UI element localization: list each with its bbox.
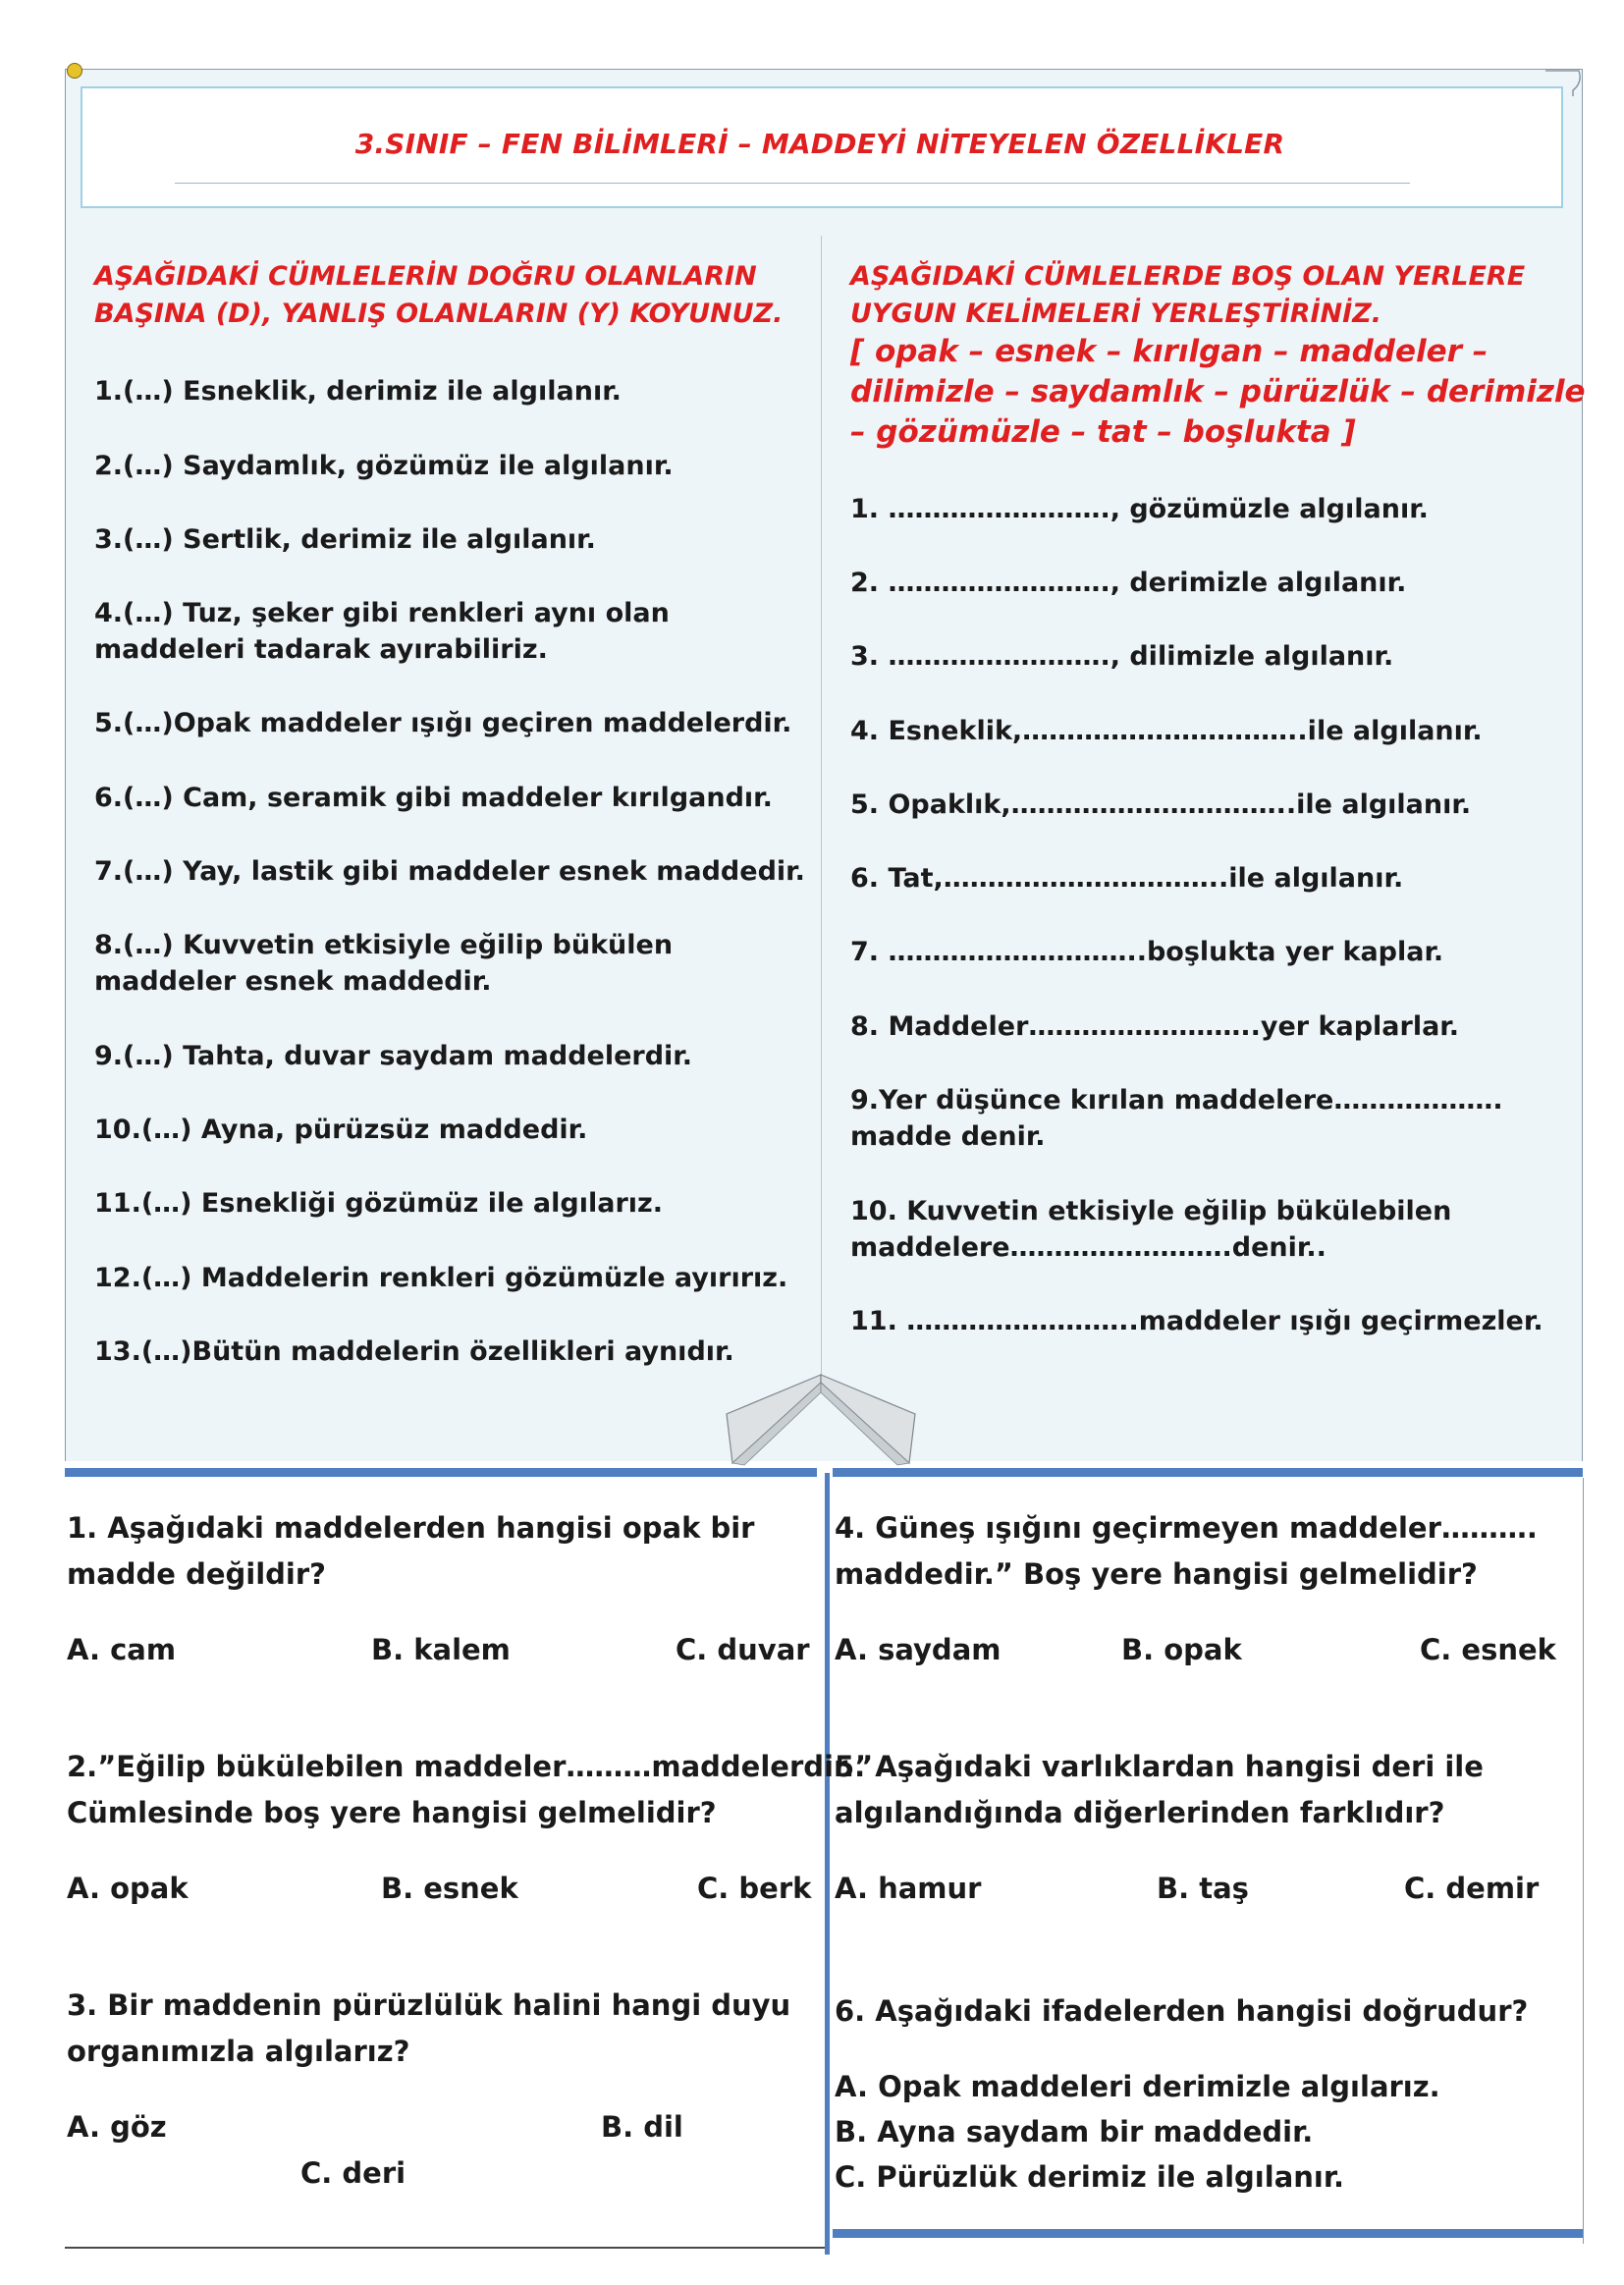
question-2-option-a: A. opak	[67, 1872, 189, 1905]
question-2-option-c: C. berk	[697, 1872, 812, 1905]
fill-blank-heading-line1: AŞAĞIDAKİ CÜMLELERDE BOŞ OLAN YERLERE	[850, 261, 1526, 292]
fill-blank-item: 8. Maddeler……………………..yer kaplarlar.	[850, 1011, 1460, 1042]
question-2-text: 2.”Eğilip bükülebilen maddeler………maddelerdir.”	[67, 1750, 874, 1783]
question-3-option-c: C. deri	[300, 2156, 406, 2190]
question-1-option-a: A. cam	[67, 1633, 177, 1666]
fill-blank-item: 2. ……………………., derimizle algılanır.	[850, 568, 1407, 598]
fill-blank-item: 11. ……………………..maddeler ışığı geçirmezler.	[850, 1306, 1543, 1336]
question-1-text: 1. Aşağıdaki maddelerden hangisi opak bir	[67, 1511, 755, 1545]
question-2-text-continued: Cümlesinde boş yere hangisi gelmelidir?	[67, 1796, 717, 1829]
question-divider	[825, 1473, 830, 2255]
column-divider	[821, 236, 822, 1375]
right-blue-bar	[833, 1468, 1583, 1477]
question-5-text-continued: algılandığında diğerlerinden farklıdır?	[835, 1796, 1445, 1829]
true-false-item: 5.(…)Opak maddeler ışığı geçiren maddelerdir.	[94, 708, 792, 738]
word-bank-line1: [ opak – esnek – kırılgan – maddeler –	[850, 334, 1489, 369]
fill-blank-item-continued: maddelere…………………….denir..	[850, 1232, 1326, 1263]
true-false-item: 4.(…) Tuz, şeker gibi renkleri aynı olan	[94, 598, 670, 628]
question-3-text: 3. Bir maddenin pürüzlülük halini hangi duyu	[67, 1988, 791, 2022]
question-1-option-c: C. duvar	[676, 1633, 810, 1666]
true-false-item: 6.(…) Cam, seramik gibi maddeler kırılgandır.	[94, 783, 773, 813]
true-false-item: 3.(…) Sertlik, derimiz ile algılanır.	[94, 524, 596, 555]
right-bottom-blue-bar	[833, 2229, 1583, 2238]
true-false-item: 1.(…) Esneklik, derimiz ile algılanır.	[94, 376, 622, 407]
page-curl-icon	[1543, 69, 1583, 98]
true-false-heading-line1: AŞAĞIDAKİ CÜMLELERİN DOĞRU OLANLARIN	[94, 261, 757, 292]
fill-blank-item-continued: madde denir.	[850, 1121, 1046, 1152]
left-blue-bar	[65, 1468, 817, 1477]
word-bank-line2: dilimizle – saydamlık – pürüzlük – derimizle	[850, 374, 1586, 409]
fill-blank-item: 6. Tat,…………………………..ile algılanır.	[850, 863, 1404, 894]
true-false-item: 10.(…) Ayna, pürüzsüz maddedir.	[94, 1115, 588, 1145]
fill-blank-item: 7. ………………………..boşlukta yer kaplar.	[850, 937, 1444, 967]
fill-blank-item: 5. Opaklık,…………………………..ile algılanır.	[850, 789, 1472, 820]
question-6-option-c: C. Pürüzlük derimiz ile algılanır.	[835, 2160, 1345, 2194]
fill-blank-item: 3. ……………………., dilimizle algılanır.	[850, 641, 1394, 672]
question-4-option-c: C. esnek	[1420, 1633, 1556, 1666]
question-4-text-continued: maddedir.” Boş yere hangisi gelmelidir?	[835, 1557, 1478, 1591]
down-arrow-icon	[723, 1373, 919, 1466]
question-1-text-continued: madde değildir?	[67, 1557, 326, 1591]
question-3-text-continued: organımızla algılarız?	[67, 2035, 410, 2068]
true-false-item: 13.(…)Bütün maddelerin özellikleri aynıdır.	[94, 1336, 734, 1367]
question-3-option-a: A. göz	[67, 2110, 167, 2144]
true-false-item: 7.(…) Yay, lastik gibi maddeler esnek maddedir.	[94, 856, 805, 887]
fill-blank-heading-line2: UYGUN KELİMELERİ YERLEŞTİRİNİZ.	[850, 299, 1382, 329]
true-false-item: 8.(…) Kuvvetin etkisiyle eğilip bükülen	[94, 930, 674, 960]
question-5-option-a: A. hamur	[835, 1872, 982, 1905]
question-3-option-b: B. dil	[601, 2110, 683, 2144]
bottom-rule	[65, 2247, 825, 2249]
fill-blank-item: 1. ……………………., gözümüzle algılanır.	[850, 494, 1429, 524]
true-false-item: 12.(…) Maddelerin renkleri gözümüzle ayırırız.	[94, 1263, 788, 1293]
question-5-option-c: C. demir	[1404, 1872, 1540, 1905]
question-6-option-a: A. Opak maddeleri derimizle algılarız.	[835, 2070, 1440, 2103]
question-1-option-b: B. kalem	[371, 1633, 511, 1666]
true-false-item: 11.(…) Esnekliği gözümüz ile algılarız.	[94, 1188, 663, 1219]
fill-blank-item: 10. Kuvvetin etkisiyle eğilip bükülebilen	[850, 1196, 1452, 1226]
question-5-option-b: B. taş	[1157, 1872, 1249, 1905]
true-false-item-continued: maddeleri tadarak ayırabiliriz.	[94, 634, 548, 665]
fill-blank-item: 4. Esneklik,…………………………..ile algılanır.	[850, 716, 1483, 746]
word-bank-line3: – gözümüzle – tat – boşlukta ]	[850, 414, 1356, 450]
question-4-text: 4. Güneş ışığını geçirmeyen maddeler……….	[835, 1511, 1538, 1545]
question-4-option-b: B. opak	[1121, 1633, 1242, 1666]
question-6-option-b: B. Ayna saydam bir maddedir.	[835, 2115, 1314, 2149]
true-false-heading-line2: BAŞINA (D), YANLIŞ OLANLARIN (Y) KOYUNUZ.	[94, 299, 784, 329]
true-false-item: 2.(…) Saydamlık, gözümüz ile algılanır.	[94, 451, 674, 481]
question-5-text: 5. Aşağıdaki varlıklardan hangisi deri ile	[835, 1750, 1484, 1783]
page-title: 3.SINIF – FEN BİLİMLERİ – MADDEYİ NİTEYELEN ÖZELLİKLER	[354, 128, 1285, 160]
true-false-item: 9.(…) Tahta, duvar saydam maddelerdir.	[94, 1041, 693, 1071]
title-underline	[175, 183, 1410, 184]
question-2-option-b: B. esnek	[381, 1872, 518, 1905]
question-4-option-a: A. saydam	[835, 1633, 1001, 1666]
question-6-text: 6. Aşağıdaki ifadelerden hangisi doğrudur?	[835, 1994, 1529, 2028]
true-false-item-continued: maddeler esnek maddedir.	[94, 966, 492, 997]
fill-blank-item: 9.Yer düşünce kırılan maddelere……………….	[850, 1085, 1503, 1115]
pin-icon	[67, 63, 82, 79]
